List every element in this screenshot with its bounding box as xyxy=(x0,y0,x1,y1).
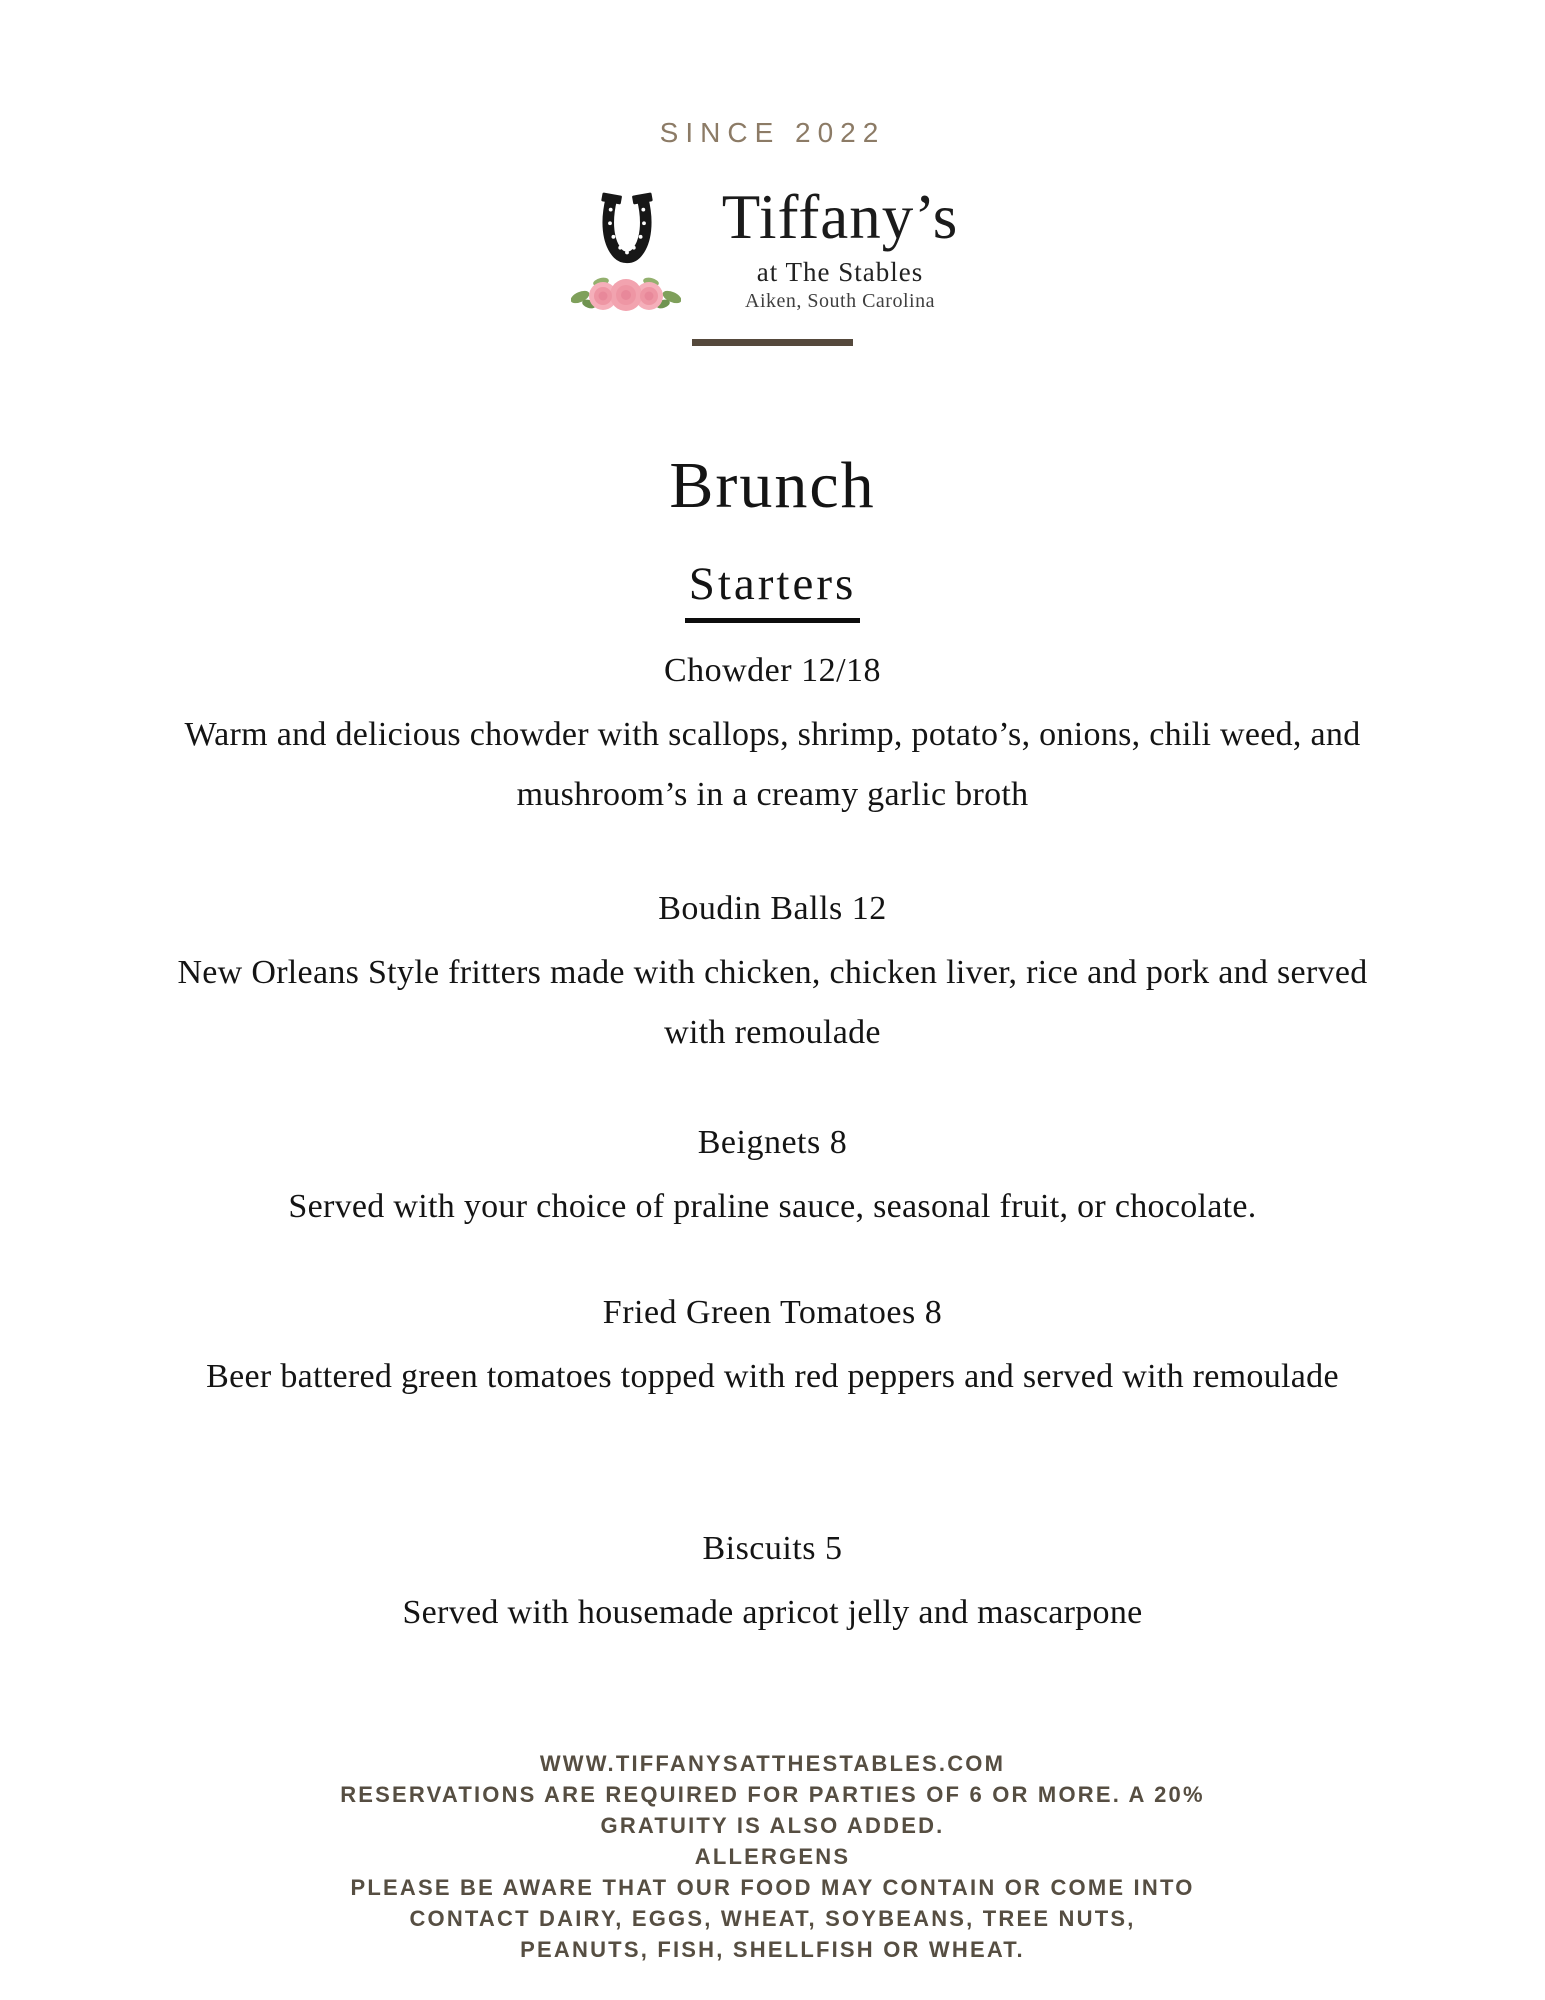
item-name: Beignets 8 xyxy=(697,1124,848,1161)
item-name: Fried Green Tomatoes 8 xyxy=(602,1294,943,1331)
item-name: Boudin Balls 12 xyxy=(658,890,887,927)
item-description: New Orleans Style fritters made with chicken, chicken liver, rice and pork and served with remoulade xyxy=(177,954,1368,1051)
roses-icon xyxy=(571,270,681,321)
brand-location: Aiken, South Carolina xyxy=(745,290,935,313)
horseshoe-icon xyxy=(593,188,661,275)
menu-item-boudin-balls xyxy=(0,888,1545,1063)
footer-reservations-line2: GRATUITY IS ALSO ADDED. xyxy=(600,1813,945,1838)
menu-title: Brunch xyxy=(669,449,876,522)
item-name: Biscuits 5 xyxy=(702,1530,843,1567)
footer xyxy=(0,1748,1545,1965)
section-title-starters: Starters xyxy=(685,556,861,623)
menu-item-fried-green-tomatoes xyxy=(0,1292,1545,1407)
menu-item-beignets xyxy=(0,1122,1545,1237)
footer-allergens-line1: PLEASE BE AWARE THAT OUR FOOD MAY CONTAIN OR COME INTO xyxy=(350,1875,1195,1900)
footer-website: WWW.TIFFANYSATTHESTABLES.COM xyxy=(539,1751,1006,1776)
footer-allergens-title: ALLERGENS xyxy=(694,1844,851,1869)
menu-item-biscuits xyxy=(0,1528,1545,1643)
item-description: Beer battered green tomatoes topped with red peppers and served with remoulade xyxy=(206,1358,1339,1395)
brand-subtitle: at The Stables xyxy=(756,256,924,287)
since-label: SINCE 2022 xyxy=(659,117,886,148)
item-description: Served with your choice of praline sauce, seasonal fruit, or chocolate. xyxy=(288,1188,1257,1225)
menu-item-chowder xyxy=(0,650,1545,825)
footer-reservations-line1: RESERVATIONS ARE REQUIRED FOR PARTIES OF 6 OR MORE. A 20% xyxy=(340,1782,1205,1807)
header-divider xyxy=(692,339,853,346)
item-description: Served with housemade apricot jelly and mascarpone xyxy=(402,1594,1143,1631)
brand-text xyxy=(690,180,990,313)
footer-allergens-line2: CONTACT DAIRY, EGGS, WHEAT, SOYBEANS, TREE NUTS, xyxy=(409,1906,1136,1931)
brand-name: Tiffany’s xyxy=(721,182,959,252)
section-title-wrap xyxy=(0,556,1545,623)
item-description: Warm and delicious chowder with scallops, shrimp, potato’s, onions, chili weed, and mushroom’s in a creamy garlic broth xyxy=(184,716,1361,813)
restaurant-logo xyxy=(0,0,1545,340)
footer-allergens-line3: PEANUTS, FISH, SHELLFISH OR WHEAT. xyxy=(520,1937,1025,1962)
item-name: Chowder 12/18 xyxy=(663,652,882,689)
